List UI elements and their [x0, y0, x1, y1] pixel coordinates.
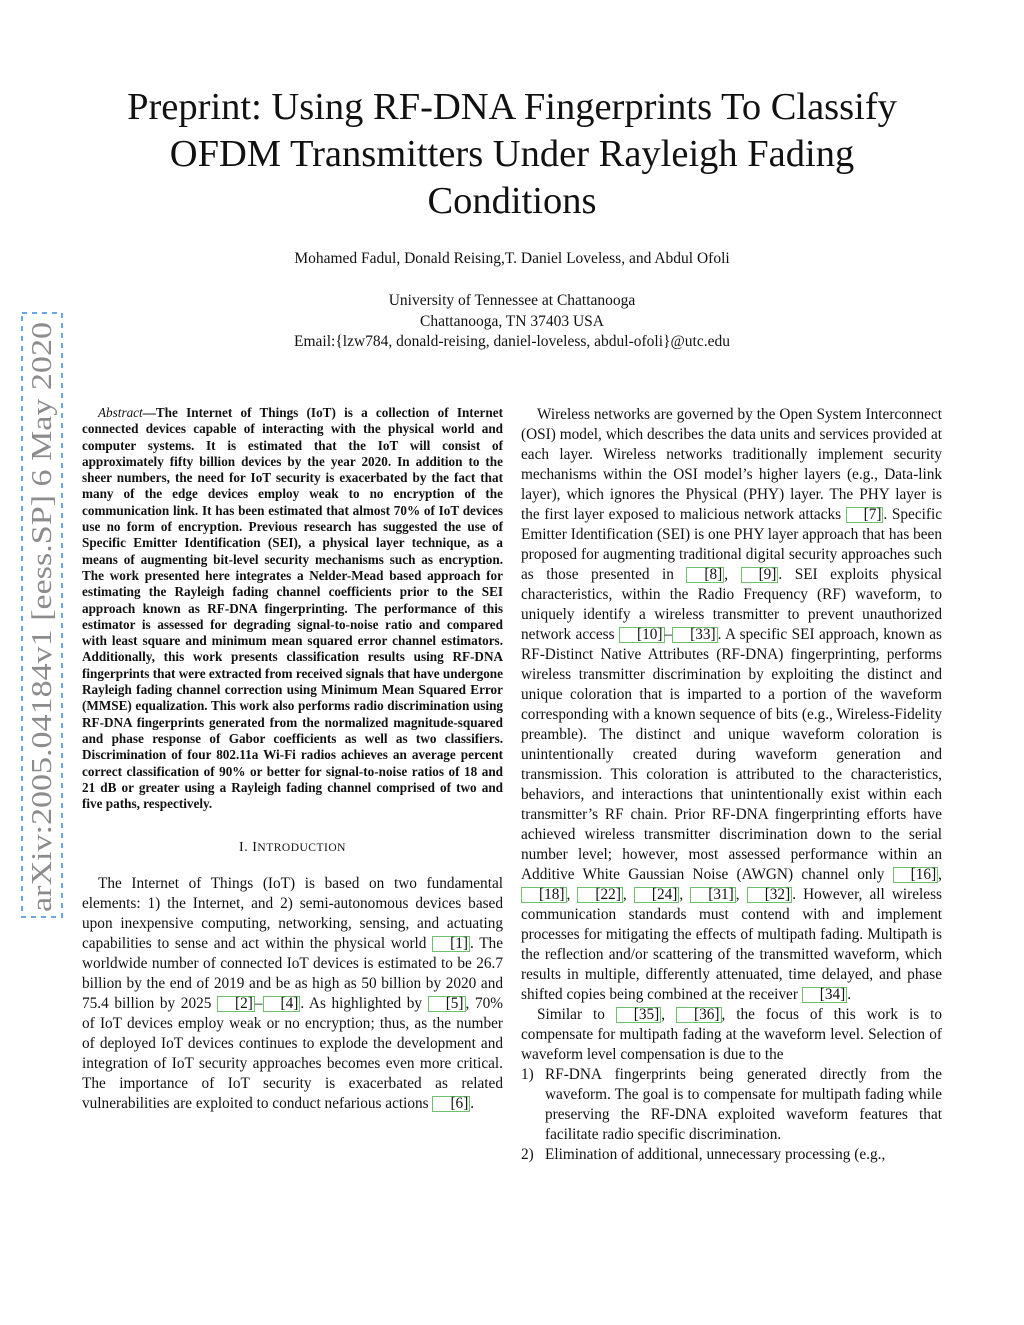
left-column [82, 405, 503, 1114]
text-run: . As highlighted by [300, 995, 428, 1013]
right-paragraph-2 [521, 1005, 942, 1065]
citation-link[interactable]: [8] [686, 567, 724, 583]
text-run: , the focus of this work is to compensate for multipath fading at the waveform level. Selection of waveform level compensation is due to the [521, 1006, 942, 1063]
text-run: , [724, 566, 741, 583]
text-run: . Specific Emitter Identification (SEI) is one PHY layer approach that has been proposed for augmenting traditional digital security approaches such as those presented in [521, 506, 942, 583]
citation-link[interactable]: [32] [747, 887, 793, 903]
affiliation-city: Chattanooga, TN 37403 USA [420, 312, 604, 330]
citation-link[interactable]: [6] [432, 1096, 470, 1112]
text-run: – [664, 626, 673, 643]
text-run: . A specific SEI approach, known as RF-Distinct Native Attributes (RF-DNA) fingerprinting, performs wireless transmitter discrimination by exploiting the distinct and unique coloration that is imparted to a portion of the waveform corresponding with a known sequence of bits (e.g., Wireless-Fidelity preamble). The distinct and unique waveform coloration is unintentionally created during waveform generation and transmission. This coloration is attributed to the characteristics, behaviors, and interactions that unintentionally exist within each transmitter’s RF chain. Prior RF-DNA fingerprinting efforts have achieved wireless transmitter discrimination down to the serial number level; however, most assessed performance within an Additive White Gaussian Noise (AWGN) channel only [521, 626, 943, 883]
citation-link[interactable]: [9] [741, 567, 779, 583]
text-run: , [661, 1006, 677, 1023]
affiliation-block [90, 291, 934, 353]
text-run: . [470, 1095, 475, 1113]
arxiv-identifier-stamp [20, 312, 64, 918]
text-run: . [847, 986, 852, 1003]
section-heading-introduction [82, 838, 503, 858]
right-paragraph-1 [521, 405, 942, 1005]
list-item [521, 1065, 942, 1145]
list-item-text: Elimination of additional, unnecessary processing (e.g., [545, 1146, 886, 1163]
text-run: , [938, 866, 942, 883]
right-column [521, 405, 942, 1165]
text-run: Wireless networks are governed by the Open System Interconnect (OSI) model, which describes the data units and services provided at each layer. Wireless networks traditionally implement security mechanisms within the OSI model’s higher layers (e.g., Data-link layer), which ignores the Physical (PHY) layer. The PHY layer is the first layer exposed to malicious network attacks [521, 406, 942, 523]
text-run: . However, all wireless communication standards must contend with and implement processes for mitigating the effects of multipath fading. Multipath is the reflection and/or scattering of the transmitted waveform, which results in multiple, differently attenuated, time delayed, and phase shifted copies being combined at the receiver [521, 886, 942, 1003]
abstract-label: Abstract [98, 405, 143, 420]
affiliation-org: University of Tennessee at Chattanooga [388, 292, 636, 309]
citation-link[interactable]: [5] [428, 996, 466, 1012]
text-run: Similar to [537, 1006, 616, 1023]
citation-link[interactable]: [22] [577, 887, 623, 903]
citation-link[interactable]: [10] [619, 627, 665, 643]
list-item-number: 2) [521, 1146, 534, 1163]
text-run: The Internet of Things (IoT) is based on two fundamental elements: 1) the Internet, and 2) semi-autonomous devices based upon inexpensive computing, networking, sensing, and actuating capabilities to sense and act within the physical world [82, 875, 503, 953]
citation-link[interactable]: [1] [432, 936, 470, 952]
abstract-text: —The Internet of Things (IoT) is a collection of Internet connected devices capable of interacting with the physical world and computer systems. It is estimated that the IoT will consist of approximately fifty billion devices by the year 2020. In addition to the sheer numbers, the need for IoT security is exacerbated by the fact that many of the edge devices employ weak to no encryption of the communication link. It has been estimated that almost 70% of IoT devices use no form of encryption. Previous research has suggested the use of Specific Emitter Identification (SEI), a physical layer technique, as a means of augmenting bit-level security mechanisms such as encryption. The work presented here integrates a Nelder-Mead based approach for estimating the Rayleigh fading channel coefficients prior to the SEI approach known as RF-DNA fingerprinting. The performance of this estimator is assessed for degrading signal-to-noise ratio and compared with least square and minimum mean squared error channel estimators. Additionally, this work presents classification results using RF-DNA fingerprints that were extracted from received signals that have undergone Rayleigh fading channel correction using Minimum Mean Squared Error (MMSE) equalization. This work also performs radio discrimination using RF-DNA fingerprints generated from the normalized magnitude-squared and phase response of Gabor coefficients as well as two classifiers. Discrimination of four 802.11a Wi-Fi radios achieves an average percent correct classification of 90% or better for signal-to-noise ratios of 18 and 21 dB or greater using a Rayleigh fading channel comprised of two and five paths, respectively. [82, 405, 503, 812]
citation-link[interactable]: [36] [676, 1007, 722, 1023]
text-run: , [679, 886, 691, 903]
text-run: , [622, 886, 634, 903]
affiliation-email: Email:{lzw784, donald-reising, daniel-loveless, abdul-ofoli}@utc.edu [294, 333, 730, 350]
citation-link[interactable]: [34] [802, 987, 848, 1003]
enumerated-list [521, 1065, 942, 1165]
text-run: . The worldwide number of connected IoT devices is estimated to be 26.7 billion by the end of 2019 and be as high as 50 billion by 2020 and 75.4 billion by 2025 [82, 935, 503, 1013]
list-item-number: 1) [521, 1066, 534, 1083]
citation-link[interactable]: [2] [217, 996, 255, 1012]
citation-link[interactable]: [24] [634, 887, 680, 903]
text-run: – [254, 995, 263, 1013]
citation-link[interactable]: [18] [521, 887, 567, 903]
citation-link[interactable]: [16] [893, 867, 939, 883]
section-heading-rest: NTRODUCTION [257, 842, 346, 855]
intro-paragraph-1 [82, 874, 503, 1114]
abstract [82, 405, 503, 812]
list-item-text: RF-DNA fingerprints being generated directly from the waveform. The goal is to compensate for multipath fading while preserving the RF-DNA exploited waveform features that facilitate radio specific discrimination. [545, 1066, 942, 1143]
author-list: Mohamed Fadul, Donald Reising,T. Daniel Loveless, and Abdul Ofoli [294, 250, 730, 267]
citation-link[interactable]: [7] [846, 507, 884, 523]
list-item [521, 1145, 942, 1165]
text-run: , [566, 886, 578, 903]
citation-link[interactable]: [35] [616, 1007, 662, 1023]
arxiv-stamp-text: arXiv:2005.04184v1 [eess.SP] 6 May 2020 [26, 409, 58, 912]
section-heading-initial: I [252, 840, 258, 856]
citation-link[interactable]: [31] [690, 887, 736, 903]
text-run: . SEI exploits physical characteristics, within the Radio Frequency (RF) waveform, to uniquely identify a wireless transmitter to prevent unauthorized network access [521, 566, 942, 643]
text-run: , 70% of IoT devices employ weak or no encryption; thus, as the number of deployed IoT devices continues to explode the development and integration of IoT security approaches becomes even more critical. The importance of IoT security is exacerbated as related vulnerabilities are exploited to conduct nefarious actions [82, 995, 503, 1113]
section-numeral: I. [239, 840, 249, 856]
citation-link[interactable]: [33] [672, 627, 718, 643]
citation-link[interactable]: [4] [263, 996, 301, 1012]
paper-title: Preprint: Using RF-DNA Fingerprints To Classify OFDM Transmitters Under Rayleigh Fading Conditions [127, 86, 897, 222]
text-run: , [735, 886, 747, 903]
